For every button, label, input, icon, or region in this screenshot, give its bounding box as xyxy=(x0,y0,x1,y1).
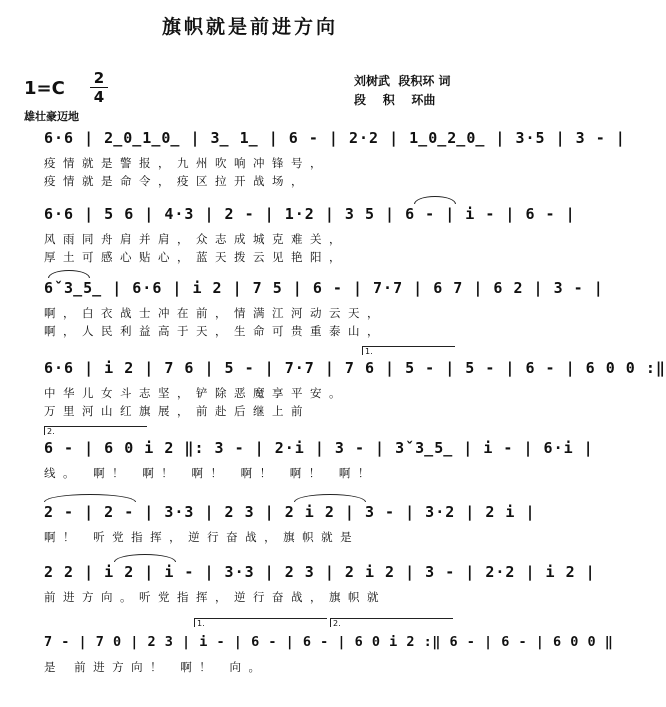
lyric-line-6: 啊！ 听党指挥，逆行奋战，旗帜就是 xyxy=(44,530,360,544)
lyric-line-8: 是 前进方向！ 啊！ 向。 xyxy=(44,660,268,674)
volta-second-ending: 2. xyxy=(330,618,453,627)
notation-line-7: 2 2 | i 2 | i - | 3·3 | 2 3 | 2 i 2 | 3 - | 2·2 | i 2 | xyxy=(44,563,596,581)
lyric-line-2-verse-2: 厚土可感心贴心，蓝天拨云见艳阳， xyxy=(44,250,348,264)
score-line-7 xyxy=(44,560,596,606)
lyric-line-4-verse-2: 万里河山红旗展，前赴后继上前 xyxy=(44,404,310,418)
key-signature: 1=C xyxy=(24,78,65,99)
volta-first-ending: 1. xyxy=(194,618,327,627)
volta-first-ending: 1. xyxy=(362,346,455,355)
lyric-line-2-verse-1: 风雨同舟肩并肩，众志成城克难关， xyxy=(44,232,348,246)
lyric-line-4-verse-1: 中华儿女斗志坚，铲除恶魔享平安。 xyxy=(44,386,348,400)
time-signature xyxy=(90,70,108,105)
lyric-line-3-verse-2: 啊，人民利益高于天，生命可贵重泰山， xyxy=(44,324,386,338)
notation-line-8: 7 - | 7 0 | 2 3 | i - | 6 - | 6 - | 6 0 i 2 :‖ 6 - | 6 - | 6 0 0 ‖ xyxy=(44,634,614,650)
time-signature-bottom: 4 xyxy=(93,88,105,106)
credits-lyricist: 刘树武 段积环 词 xyxy=(354,74,451,88)
score-line-6 xyxy=(44,500,536,546)
score-line-4 xyxy=(44,347,666,420)
notation-line-2: 6·6 | 5 6 | 4·3 | 2 - | 1·2 | 3 5 | 6 - | i - | 6 - | xyxy=(44,205,576,223)
lyric-line-1-verse-1: 疫情就是警报，九州吹响冲锋号， xyxy=(44,156,329,170)
lyric-line-1-verse-2: 疫情就是命令，疫区拉开战场， xyxy=(44,174,310,188)
lyric-line-3-verse-1: 啊，白衣战士冲在前，情满江河动云天， xyxy=(44,306,386,320)
notation-line-4: 6·6 | i 2 | 7 6 | 5 - | 7·7 | 7 6 | 5 - | 5 - | 6 - | 6 0 0 :‖ xyxy=(44,359,666,377)
score-line-5 xyxy=(44,427,594,482)
credits xyxy=(354,72,451,110)
tempo-mark: 雄壮豪迈地 xyxy=(24,110,79,123)
notation-line-6: 2 - | 2 - | 3·3 | 2 3 | 2 i 2 | 3 - | 3·2 | 2 i | xyxy=(44,503,536,521)
volta-second-ending: 2. xyxy=(44,426,147,435)
song-title: 旗帜就是前进方向 xyxy=(161,16,338,38)
credits-composer: 段 积 环曲 xyxy=(354,93,436,107)
score-line-8 xyxy=(44,619,614,676)
score-line-3 xyxy=(44,276,604,340)
score-line-2 xyxy=(44,202,576,266)
score-line-1 xyxy=(44,126,626,190)
notation-line-1: 6·6 | 2̲0̲1̲0̲ | 3̲ 1̲ | 6 - | 2·2 | 1̲0̲2̲0̲ | 3·5 | 3 - | xyxy=(44,129,626,147)
lyric-line-7: 前进方向。听党指挥，逆行奋战，旗帜就 xyxy=(44,590,386,604)
notation-line-3: 6ˇ3̲5̲ | 6·6 | i 2 | 7 5 | 6 - | 7·7 | 6 7 | 6 2 | 3 - | xyxy=(44,279,604,297)
notation-line-5: 6 - | 6 0 i 2 ‖: 3 - | 2·i | 3 - | 3ˇ3̲5̲ | i - | 6·i | xyxy=(44,439,594,457)
time-signature-top: 2 xyxy=(93,69,105,87)
lyric-line-5: 线。 啊！ 啊！ 啊！ 啊！ 啊！ 啊！ xyxy=(44,466,377,480)
